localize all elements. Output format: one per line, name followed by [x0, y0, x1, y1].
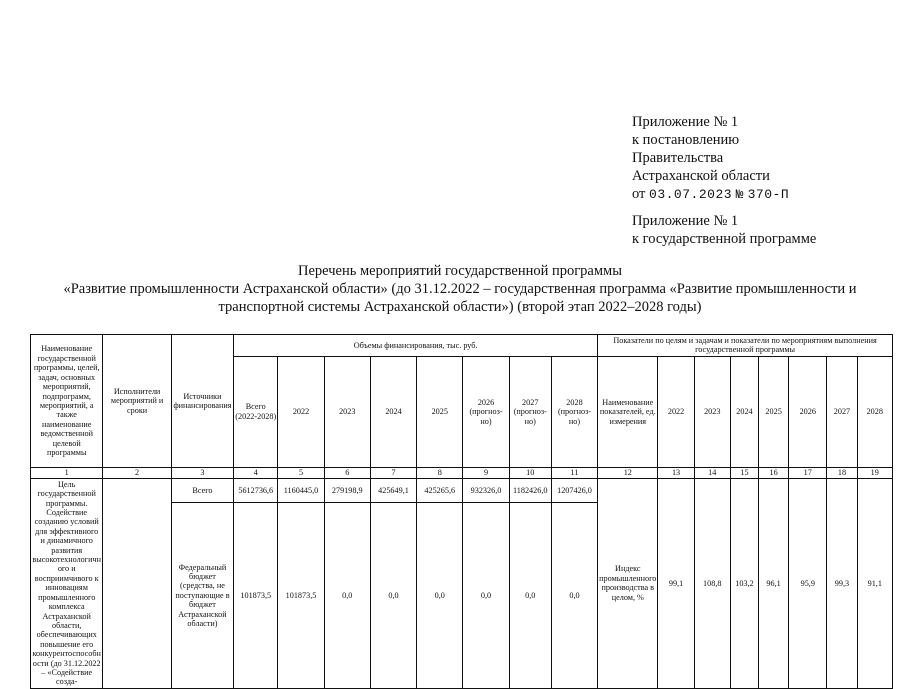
federal-value: 0,0 [463, 503, 509, 688]
total-value: 5612736,6 [234, 478, 278, 503]
federal-value: 0,0 [370, 503, 416, 688]
header-funding-year: 2027 (прогноз-но) [509, 356, 551, 467]
header-indicator-year: 2025 [759, 356, 789, 467]
header-indicator-year: 2028 [857, 356, 892, 467]
column-number: 11 [551, 467, 597, 478]
indicator-value: 99,1 [658, 478, 694, 688]
column-number: 1 [31, 467, 103, 478]
indicator-value: 91,1 [857, 478, 892, 688]
total-value: 425649,1 [370, 478, 416, 503]
column-number: 13 [658, 467, 694, 478]
appendix-line: Правительства [632, 150, 724, 166]
header-funding-year: 2024 [370, 356, 416, 467]
total-value: 1160445,0 [278, 478, 324, 503]
column-number: 16 [759, 467, 789, 478]
column-number: 6 [324, 467, 370, 478]
header-funding-year: 2026 (прогноз-но) [463, 356, 509, 467]
appendix-line: Приложение № 1 [632, 114, 739, 130]
title-line: транспортной системы Астраханской области») (второй этап 2022–2028 годы) [218, 299, 702, 315]
federal-value: 0,0 [324, 503, 370, 688]
indicator-value: 108,8 [694, 478, 730, 688]
column-number: 8 [417, 467, 463, 478]
header-indicator-year: 2026 [789, 356, 827, 467]
appendix-line: к государственной программе [632, 231, 817, 247]
title-line: Перечень мероприятий государственной программы [298, 263, 622, 279]
header-funding-year: 2022 [278, 356, 324, 467]
date-prefix: от [632, 186, 646, 202]
source-federal: Федеральный бюджет (средства, не поступающие в бюджет Астраханской области) [171, 503, 233, 688]
header-funding-year: 2023 [324, 356, 370, 467]
appendix-line: Астраханской области [632, 168, 770, 184]
measures-table-wrapper [30, 334, 893, 687]
goal-cell: Цель государственной программы. Содействие созданию условий для эффективного и динамичного развития высокотехнологичного и восприимчивого к инновациям промышленного комплекса Астраханской области, обеспечивающих повышение его конкурентоспособности (до 31.12.2022 – «Содействие созда- [32, 479, 102, 687]
column-number: 4 [234, 467, 278, 478]
decree-date: 03.07.2023 [649, 187, 733, 202]
appendix-header-program [632, 212, 892, 248]
column-number: 7 [370, 467, 416, 478]
header-sources: Источники финансирования [171, 335, 233, 468]
header-funding-group: Объемы финансирования, тыс. руб. [234, 335, 598, 357]
header-funding-year: 2028 (прогноз-но) [551, 356, 597, 467]
header-indicator-year: 2022 [658, 356, 694, 467]
indicator-value: 96,1 [759, 478, 789, 688]
indicator-value: 99,3 [827, 478, 857, 688]
header-indicator-year: 2023 [694, 356, 730, 467]
federal-value: 0,0 [551, 503, 597, 688]
document-title [20, 262, 900, 316]
column-number: 2 [103, 467, 171, 478]
header-funding-year: Всего (2022-2028) [234, 356, 278, 467]
title-line: «Развитие промышленности Астраханской области» (до 31.12.2022 – государственная программа «Развитие промышленности и [63, 281, 857, 297]
executors-cell [103, 478, 171, 688]
header-indicator-year: 2024 [730, 356, 758, 467]
header-name: Наименование государственной программы, целей, задач, основных мероприятий, подпрограмм, мероприятий, а также наименование ведомственной целевой программы [31, 335, 103, 468]
column-number: 17 [789, 467, 827, 478]
indicator-value: 103,2 [730, 478, 758, 688]
appendix-line: Приложение № 1 [632, 213, 739, 229]
header-funding-year: 2025 [417, 356, 463, 467]
total-value: 932326,0 [463, 478, 509, 503]
header-indicator-year: 2027 [827, 356, 857, 467]
federal-value: 101873,5 [278, 503, 324, 688]
indicator-value: 95,9 [789, 478, 827, 688]
total-value: 425265,6 [417, 478, 463, 503]
column-number: 15 [730, 467, 758, 478]
header-indicator-name: Наименование показателей, ед. измерения [598, 356, 658, 467]
federal-value: 101873,5 [234, 503, 278, 688]
source-total: Всего [171, 478, 233, 503]
federal-value: 0,0 [417, 503, 463, 688]
total-value: 279198,9 [324, 478, 370, 503]
header-indicators-group: Показатели по целям и задачам и показатели по мероприятиям выполнения государственной программы [598, 335, 893, 357]
indicator-name: Индекс промышленного производства в целом, % [598, 478, 658, 688]
number-sign: № [735, 187, 744, 202]
column-number: 14 [694, 467, 730, 478]
total-value: 1207426,0 [551, 478, 597, 503]
appendix-header-decree [632, 113, 892, 204]
column-number: 19 [857, 467, 892, 478]
column-number: 12 [598, 467, 658, 478]
column-number: 10 [509, 467, 551, 478]
total-value: 1182426,0 [509, 478, 551, 503]
federal-value: 0,0 [509, 503, 551, 688]
column-number: 5 [278, 467, 324, 478]
column-number: 9 [463, 467, 509, 478]
column-number: 3 [171, 467, 233, 478]
header-executors: Исполнители мероприятий и сроки [103, 335, 171, 468]
appendix-line: к постановлению [632, 132, 740, 148]
decree-number: 370-П [747, 187, 790, 202]
measures-table [30, 334, 893, 689]
appendix-date-line [632, 185, 892, 204]
column-number: 18 [827, 467, 857, 478]
